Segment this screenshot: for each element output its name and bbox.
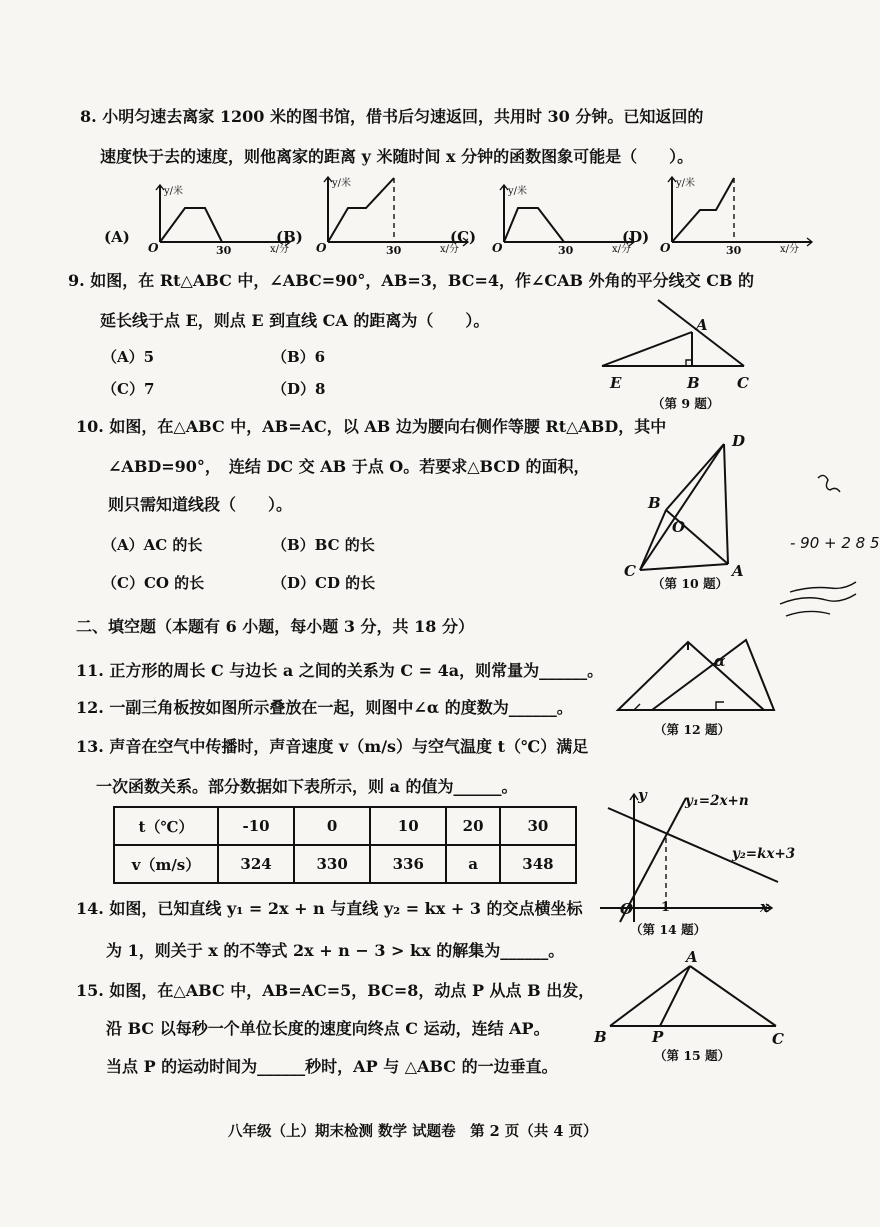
q10-option-c: （C）CO 的长 [102, 574, 205, 592]
q15-label-b: B [594, 1028, 607, 1046]
table-cell: 330 [294, 845, 370, 883]
q8-line2: 速度快于去的速度，则他离家的距离 y 米随时间 x 分钟的函数图象可能是（ ）。 [100, 147, 694, 166]
q8-option-d: (D) [622, 228, 650, 246]
q9-line2: 延长线于点 E，则点 E 到直线 CA 的距离为（ ）。 [100, 311, 490, 330]
q8-a-axis-y: y/米 [164, 186, 184, 197]
q12-alpha: α [714, 652, 726, 670]
q9-figure [596, 296, 756, 386]
q9-line1: 9. 如图，在 Rt△ABC 中，∠ABC=90°，AB=3，BC=4，作∠CAB 外角的平分线交 CB 的 [68, 271, 755, 290]
table-cell: 20 [446, 807, 500, 845]
table-cell: 324 [218, 845, 294, 883]
q9-option-c: （C）7 [102, 380, 155, 398]
q10-option-a: （A）AC 的长 [102, 536, 203, 554]
q9-label-e: E [610, 374, 622, 392]
q8-d-axis-y: y/米 [676, 178, 696, 189]
q14-axis-x: x [760, 898, 769, 916]
q12-caption: （第 12 题） [654, 722, 731, 737]
q15-line1: 15. 如图，在△ABC 中，AB=AC=5，BC=8，动点 P 从点 B 出发， [76, 981, 595, 1000]
q9-option-a: （A）5 [102, 348, 155, 366]
q9-label-a: A [696, 316, 708, 334]
table-cell: 348 [500, 845, 576, 883]
table-cell: 0 [294, 807, 370, 845]
page-footer: 八年级（上）期末检测 数学 试题卷 第 2 页（共 4 页） [228, 1123, 598, 1140]
q10-line2: ∠ABD=90°， 连结 DC 交 AB 于点 O。若要求△BCD 的面积， [108, 457, 590, 476]
q8-option-b: (B) [276, 228, 303, 246]
q10-label-a: A [732, 562, 744, 580]
q10-label-o: O [672, 518, 686, 536]
q8-c-axis-x: x/分 [612, 244, 632, 255]
q8-d-tick: 30 [726, 244, 742, 257]
q8-a-axis-x: x/分 [270, 244, 290, 255]
q14-axis-y: y [638, 786, 647, 804]
handwritten-note: - 90 + 2 8 5 [790, 534, 880, 552]
q9-option-b: （B）6 [272, 348, 326, 366]
q12-figure [614, 636, 784, 716]
table-cell: a [446, 845, 500, 883]
q15-label-p: P [652, 1028, 664, 1046]
q8-line1: 8. 小明匀速去离家 1200 米的图书馆，借书后匀速返回，共用时 30 分钟。已知返回的 [80, 107, 704, 126]
q14-line1: 14. 如图，已知直线 y₁ = 2x + n 与直线 y₂ = kx + 3 的交点横坐标 [76, 899, 583, 918]
q10-option-b: （B）BC 的长 [272, 536, 375, 554]
q8-c-tick: 30 [558, 244, 574, 257]
q10-line1: 10. 如图，在△ABC 中，AB=AC，以 AB 边为腰向右侧作等腰 Rt△ABD，其中 [76, 417, 667, 436]
q10-label-c: C [624, 562, 636, 580]
q14-label-y1: y₁=2x+n [685, 793, 749, 809]
table-cell: 336 [370, 845, 446, 883]
q14-tick-1: 1 [661, 900, 671, 915]
q13-line1: 13. 声音在空气中传播时，声音速度 v（m/s）与空气温度 t（℃）满足 [76, 737, 589, 756]
q10-caption: （第 10 题） [652, 576, 729, 591]
q8-a-tick: 30 [216, 244, 232, 257]
q15-line2: 沿 BC 以每秒一个单位长度的速度向终点 C 运动，连结 AP。 [106, 1019, 550, 1038]
q8-a-origin: O [148, 241, 159, 255]
q8-option-a: (A) [104, 228, 130, 246]
table-row [114, 807, 576, 845]
q8-option-c: (C) [450, 228, 477, 246]
q8-graph-b [308, 172, 478, 260]
q15-label-c: C [772, 1030, 784, 1048]
q15-caption: （第 15 题） [654, 1048, 731, 1063]
q14-label-y2: y₂=kx+3 [732, 846, 796, 862]
q8-graph-d [652, 172, 822, 260]
q8-d-axis-x: x/分 [780, 244, 800, 255]
q12-text: 12. 一副三角板按如图所示叠放在一起，则图中∠α 的度数为______。 [76, 698, 573, 717]
q9-label-b: B [687, 374, 700, 392]
q9-label-c: C [737, 374, 749, 392]
q14-caption: （第 14 题） [630, 922, 707, 937]
table-cell: -10 [218, 807, 294, 845]
q8-graph-c [484, 180, 644, 260]
table-cell: t（℃） [114, 807, 218, 845]
q10-label-b: B [648, 494, 661, 512]
table-cell: 30 [500, 807, 576, 845]
q11-text: 11. 正方形的周长 C 与边长 a 之间的关系为 C = 4a，则常量为______。 [76, 661, 604, 680]
q8-b-axis-y: y/米 [332, 178, 352, 189]
table-cell: 10 [370, 807, 446, 845]
q8-c-axis-y: y/米 [508, 186, 528, 197]
q8-b-axis-x: x/分 [440, 244, 460, 255]
q13-line2: 一次函数关系。部分数据如下表所示，则 a 的值为______。 [96, 777, 518, 796]
q8-c-origin: O [492, 241, 503, 255]
q14-origin: O [620, 900, 634, 918]
q15-figure [600, 960, 780, 1030]
q8-b-tick: 30 [386, 244, 402, 257]
table-cell: v（m/s） [114, 845, 218, 883]
q15-label-a: A [686, 948, 698, 966]
q15-line3: 当点 P 的运动时间为______秒时，AP 与 △ABC 的一边垂直。 [106, 1057, 558, 1076]
q8-d-origin: O [660, 241, 671, 255]
q10-figure [620, 430, 750, 580]
table-row [114, 845, 576, 883]
q9-option-d: （D）8 [272, 380, 326, 398]
q9-caption: （第 9 题） [652, 396, 720, 411]
section2-heading: 二、填空题（本题有 6 小题，每小题 3 分，共 18 分） [76, 617, 474, 636]
q13-data-table [113, 806, 577, 884]
margin-scribbles [770, 470, 866, 640]
q10-option-d: （D）CD 的长 [272, 574, 376, 592]
q10-line3: 则只需知道线段（ ）。 [108, 495, 293, 514]
q10-label-d: D [732, 432, 746, 450]
q8-b-origin: O [316, 241, 327, 255]
q14-line2: 为 1，则关于 x 的不等式 2x + n − 3 > kx 的解集为______。 [106, 941, 565, 960]
q8-graph-a [140, 180, 300, 260]
